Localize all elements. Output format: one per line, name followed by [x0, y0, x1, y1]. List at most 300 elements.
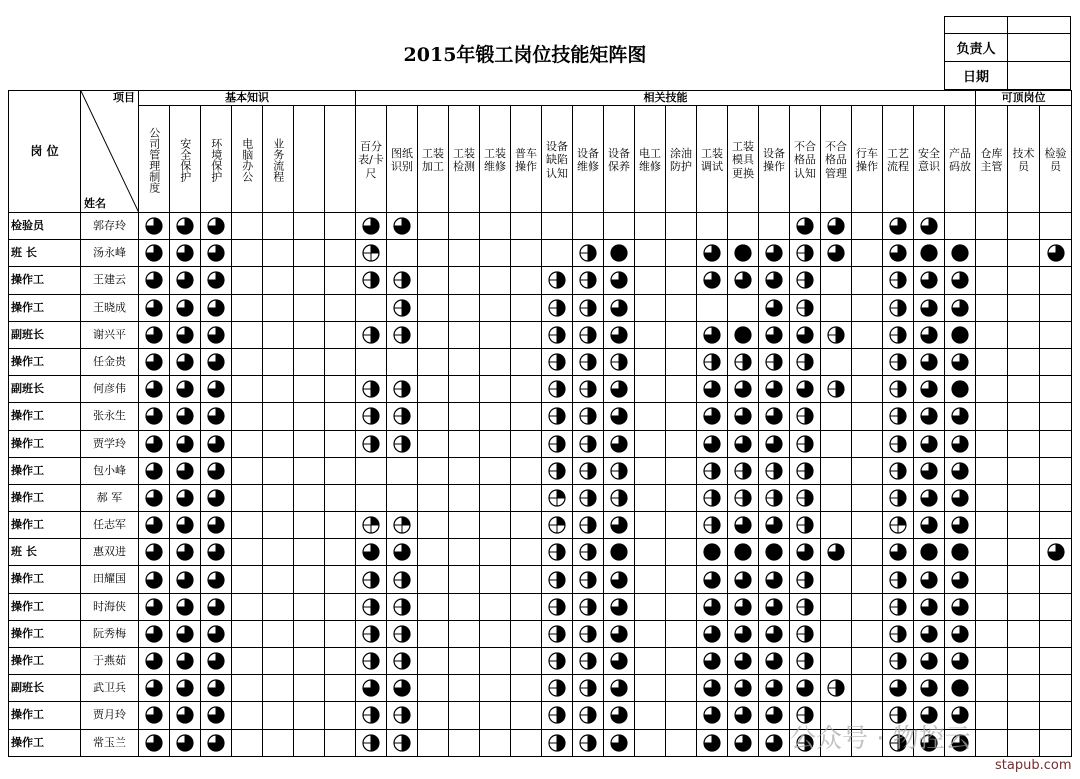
skill-cell	[1040, 593, 1072, 620]
signoff-blank-1	[944, 16, 1008, 34]
owner-label: 负责人	[944, 33, 1008, 62]
skill-cell	[139, 240, 170, 267]
skill-level-icon	[889, 353, 907, 371]
skill-level-icon	[734, 271, 752, 289]
skill-level-icon	[176, 734, 194, 752]
skill-cell	[325, 675, 356, 702]
skill-cell	[666, 213, 697, 240]
skill-level-icon	[579, 244, 597, 262]
skill-cell	[387, 648, 418, 675]
row-name: 田耀国	[81, 566, 139, 593]
skill-cell	[542, 213, 573, 240]
skill-cell	[976, 403, 1008, 430]
skill-level-icon	[207, 353, 225, 371]
skill-level-icon	[889, 679, 907, 697]
skill-cell	[728, 566, 759, 593]
skill-level-icon	[548, 489, 566, 507]
skill-cell	[263, 240, 294, 267]
skill-cell	[852, 403, 883, 430]
skill-cell	[325, 729, 356, 756]
skill-cell	[573, 348, 604, 375]
skill-level-icon	[548, 625, 566, 643]
skill-level-icon	[889, 380, 907, 398]
skill-level-icon	[734, 326, 752, 344]
skill-cell	[232, 457, 263, 484]
skill-level-icon	[362, 652, 380, 670]
skill-level-icon	[207, 435, 225, 453]
row-name: 谢兴平	[81, 321, 139, 348]
skill-cell	[263, 512, 294, 539]
skill-level-icon	[610, 435, 628, 453]
skill-cell	[201, 348, 232, 375]
skill-level-icon	[703, 543, 721, 561]
skill-level-icon	[176, 244, 194, 262]
table-row	[9, 403, 1072, 430]
skill-cell	[759, 430, 790, 457]
skill-level-icon	[176, 652, 194, 670]
skill-cell	[573, 566, 604, 593]
skill-level-icon	[951, 516, 969, 534]
skill-cell	[387, 539, 418, 566]
skill-level-icon	[393, 571, 411, 589]
skill-cell	[976, 566, 1008, 593]
skill-cell	[418, 430, 449, 457]
skill-cell	[914, 648, 945, 675]
skill-cell	[945, 294, 976, 321]
col-related-label: 普车操作	[515, 146, 537, 173]
skill-cell	[604, 729, 635, 756]
col-related-6	[542, 106, 573, 213]
skill-cell	[356, 457, 387, 484]
skill-cell	[139, 376, 170, 403]
skill-cell	[387, 321, 418, 348]
skill-cell	[635, 593, 666, 620]
skill-cell	[511, 294, 542, 321]
skill-level-icon	[176, 217, 194, 235]
skill-level-icon	[1047, 244, 1065, 262]
skill-cell	[1040, 729, 1072, 756]
skill-cell	[294, 729, 325, 756]
skill-cell	[263, 648, 294, 675]
skill-cell	[294, 457, 325, 484]
col-basic-6	[325, 106, 356, 213]
skill-cell	[604, 294, 635, 321]
skill-cell	[728, 512, 759, 539]
skill-cell	[914, 403, 945, 430]
skill-cell	[511, 620, 542, 647]
skill-cell	[294, 648, 325, 675]
skill-cell	[511, 593, 542, 620]
skill-cell	[945, 267, 976, 294]
skill-cell	[480, 376, 511, 403]
skill-cell	[232, 294, 263, 321]
skill-cell	[945, 648, 976, 675]
skill-level-icon	[393, 516, 411, 534]
col-related-18	[914, 106, 945, 213]
skill-cell	[139, 566, 170, 593]
skill-cell	[1040, 267, 1072, 294]
skill-cell	[852, 240, 883, 267]
skill-cell	[759, 348, 790, 375]
skill-level-icon	[145, 326, 163, 344]
skill-level-icon	[579, 271, 597, 289]
skill-cell	[139, 702, 170, 729]
skill-level-icon	[920, 435, 938, 453]
skill-cell	[542, 593, 573, 620]
skill-cell	[573, 702, 604, 729]
skill-cell	[542, 430, 573, 457]
col-related-label: 工装维修	[484, 146, 506, 173]
skill-cell	[356, 376, 387, 403]
skill-level-icon	[920, 353, 938, 371]
skill-cell	[945, 348, 976, 375]
skill-level-icon	[362, 407, 380, 425]
skill-level-icon	[362, 679, 380, 697]
skill-cell	[635, 348, 666, 375]
skill-cell	[945, 430, 976, 457]
skill-cell	[697, 213, 728, 240]
skill-cell	[976, 729, 1008, 756]
skill-cell	[945, 675, 976, 702]
skill-cell	[666, 267, 697, 294]
skill-cell	[728, 267, 759, 294]
date-field[interactable]	[1007, 61, 1071, 90]
skill-cell	[449, 702, 480, 729]
skill-cell	[697, 376, 728, 403]
skill-level-icon	[548, 271, 566, 289]
row-name: 阮秀梅	[81, 620, 139, 647]
skill-cell	[914, 294, 945, 321]
skill-level-icon	[734, 489, 752, 507]
skill-cell	[139, 267, 170, 294]
skill-cell	[387, 593, 418, 620]
skill-level-icon	[796, 679, 814, 697]
skill-cell	[883, 593, 914, 620]
col-related-label: 行车操作	[856, 146, 878, 173]
skill-cell	[697, 484, 728, 511]
skill-cell	[728, 240, 759, 267]
col-basic-1	[170, 106, 201, 213]
skill-level-icon	[145, 435, 163, 453]
skill-level-icon	[145, 299, 163, 317]
col-related-label: 工装检测	[453, 146, 475, 173]
skill-cell	[170, 294, 201, 321]
skill-level-icon	[920, 462, 938, 480]
skill-cell	[790, 566, 821, 593]
skill-cell	[728, 376, 759, 403]
col-basic-label: 环境保护	[209, 138, 223, 182]
skill-cell	[511, 457, 542, 484]
skill-cell	[1040, 240, 1072, 267]
skill-cell	[728, 213, 759, 240]
skill-cell	[945, 484, 976, 511]
col-related-label: 不合格品认知	[794, 140, 816, 180]
row-position: 操作工	[9, 566, 81, 593]
skill-level-icon	[610, 462, 628, 480]
skill-level-icon	[889, 217, 907, 235]
skill-cell	[666, 539, 697, 566]
skill-cell	[480, 267, 511, 294]
skill-cell	[635, 648, 666, 675]
skill-level-icon	[579, 734, 597, 752]
skill-cell	[325, 403, 356, 430]
skill-cell	[759, 512, 790, 539]
skill-cell	[914, 267, 945, 294]
skill-level-icon	[145, 598, 163, 616]
skill-level-icon	[362, 326, 380, 344]
skill-cell	[573, 512, 604, 539]
skill-cell	[449, 675, 480, 702]
col-related-4	[480, 106, 511, 213]
skill-cell	[635, 729, 666, 756]
skill-level-icon	[765, 489, 783, 507]
skill-level-icon	[145, 271, 163, 289]
skill-level-icon	[920, 652, 938, 670]
col-related-label: 涂油防护	[670, 146, 692, 173]
skill-level-icon	[548, 353, 566, 371]
skill-cell	[232, 620, 263, 647]
skill-level-icon	[734, 380, 752, 398]
col-related-19	[945, 106, 976, 213]
skill-level-icon	[362, 625, 380, 643]
skill-level-icon	[796, 217, 814, 235]
skill-cell	[1040, 294, 1072, 321]
skill-cell	[139, 484, 170, 511]
skill-cell	[1008, 648, 1040, 675]
row-name: 汤永峰	[81, 240, 139, 267]
skill-cell	[852, 267, 883, 294]
skill-cell	[449, 484, 480, 511]
col-related-9	[635, 106, 666, 213]
skill-level-icon	[393, 380, 411, 398]
skill-cell	[263, 702, 294, 729]
owner-field[interactable]	[1007, 33, 1071, 62]
skill-cell	[170, 729, 201, 756]
skill-cell	[480, 457, 511, 484]
skill-cell	[635, 566, 666, 593]
skill-cell	[449, 620, 480, 647]
skill-cell	[418, 213, 449, 240]
skill-cell	[542, 294, 573, 321]
skill-cell	[604, 213, 635, 240]
skill-level-icon	[145, 652, 163, 670]
group-backup-positions: 可顶岗位	[976, 91, 1072, 106]
skill-cell	[759, 321, 790, 348]
skill-cell	[883, 348, 914, 375]
skill-level-icon	[548, 435, 566, 453]
skill-cell	[170, 566, 201, 593]
skill-cell	[294, 430, 325, 457]
skill-level-icon	[920, 516, 938, 534]
skill-level-icon	[796, 271, 814, 289]
skill-cell	[294, 484, 325, 511]
skill-level-icon	[176, 625, 194, 643]
skill-cell	[1008, 539, 1040, 566]
skill-level-icon	[765, 706, 783, 724]
table-row	[9, 430, 1072, 457]
skill-cell	[542, 321, 573, 348]
skill-level-icon	[362, 380, 380, 398]
col-related-label: 工艺流程	[887, 146, 909, 173]
skill-cell	[356, 620, 387, 647]
skill-cell	[356, 213, 387, 240]
skill-level-icon	[703, 679, 721, 697]
skill-cell	[511, 729, 542, 756]
skill-level-icon	[393, 543, 411, 561]
skill-level-icon	[393, 679, 411, 697]
skill-cell	[1008, 702, 1040, 729]
skill-cell	[232, 240, 263, 267]
table-row	[9, 348, 1072, 375]
row-name: 任志军	[81, 512, 139, 539]
skill-cell	[666, 294, 697, 321]
skill-cell	[697, 648, 728, 675]
skill-level-icon	[393, 435, 411, 453]
skill-level-icon	[610, 598, 628, 616]
skill-level-icon	[548, 679, 566, 697]
skill-cell	[356, 430, 387, 457]
skill-level-icon	[951, 435, 969, 453]
skill-cell	[232, 729, 263, 756]
page-title: 2015年锻工岗位技能矩阵图	[403, 44, 647, 66]
col-related-label: 设备保养	[608, 146, 630, 173]
skill-cell	[511, 539, 542, 566]
skill-level-icon	[207, 217, 225, 235]
row-position: 班 长	[9, 539, 81, 566]
skill-cell	[790, 213, 821, 240]
skill-level-icon	[362, 435, 380, 453]
skill-level-icon	[207, 516, 225, 534]
skill-level-icon	[765, 435, 783, 453]
skill-level-icon	[579, 625, 597, 643]
skill-level-icon	[703, 652, 721, 670]
row-position: 班 长	[9, 240, 81, 267]
skill-level-icon	[765, 462, 783, 480]
skill-cell	[232, 593, 263, 620]
skill-cell	[666, 403, 697, 430]
skill-cell	[914, 348, 945, 375]
skill-cell	[449, 648, 480, 675]
skill-cell	[976, 484, 1008, 511]
skill-cell	[635, 213, 666, 240]
skill-level-icon	[951, 652, 969, 670]
skill-cell	[480, 348, 511, 375]
skill-cell	[821, 457, 852, 484]
skill-cell	[852, 348, 883, 375]
skill-cell	[294, 539, 325, 566]
skill-level-icon	[889, 598, 907, 616]
skill-cell	[883, 648, 914, 675]
skill-cell	[821, 484, 852, 511]
skill-cell	[883, 321, 914, 348]
skill-cell	[263, 593, 294, 620]
signoff-blank-2	[1007, 16, 1071, 34]
skill-cell	[325, 593, 356, 620]
skill-level-icon	[207, 625, 225, 643]
skill-level-icon	[207, 571, 225, 589]
skill-cell	[1040, 321, 1072, 348]
skill-cell	[604, 675, 635, 702]
skill-cell	[790, 539, 821, 566]
skill-cell	[1008, 376, 1040, 403]
skill-cell	[201, 240, 232, 267]
skill-level-icon	[920, 271, 938, 289]
skill-cell	[511, 403, 542, 430]
skill-level-icon	[176, 571, 194, 589]
skill-cell	[1040, 675, 1072, 702]
skill-cell	[170, 403, 201, 430]
skill-cell	[263, 729, 294, 756]
skill-level-icon	[765, 652, 783, 670]
skill-cell	[1040, 539, 1072, 566]
skill-level-icon	[362, 706, 380, 724]
skill-cell	[728, 484, 759, 511]
skill-cell	[573, 430, 604, 457]
skill-level-icon	[579, 353, 597, 371]
skill-cell	[542, 539, 573, 566]
col-related-label: 不合格品管理	[825, 140, 847, 180]
skill-cell	[573, 403, 604, 430]
col-related-8	[604, 106, 635, 213]
skill-level-icon	[703, 407, 721, 425]
skill-cell	[697, 267, 728, 294]
skill-cell	[728, 702, 759, 729]
skill-cell	[697, 294, 728, 321]
skill-cell	[790, 484, 821, 511]
skill-cell	[201, 321, 232, 348]
skill-cell	[263, 675, 294, 702]
skill-cell	[914, 484, 945, 511]
skill-matrix-table	[8, 90, 1072, 757]
skill-cell	[790, 376, 821, 403]
skill-cell	[697, 675, 728, 702]
skill-cell	[790, 593, 821, 620]
skill-level-icon	[176, 679, 194, 697]
skill-cell	[852, 512, 883, 539]
skill-level-icon	[734, 598, 752, 616]
skill-cell	[604, 484, 635, 511]
skill-level-icon	[207, 462, 225, 480]
skill-cell	[542, 702, 573, 729]
skill-cell	[542, 648, 573, 675]
skill-cell	[201, 430, 232, 457]
skill-cell	[852, 675, 883, 702]
skill-cell	[945, 620, 976, 647]
skill-cell	[976, 702, 1008, 729]
skill-cell	[1008, 484, 1040, 511]
skill-cell	[387, 403, 418, 430]
skill-cell	[325, 267, 356, 294]
skill-level-icon	[951, 462, 969, 480]
skill-cell	[170, 376, 201, 403]
skill-cell	[449, 403, 480, 430]
skill-level-icon	[548, 462, 566, 480]
skill-level-icon	[889, 271, 907, 289]
skill-cell	[232, 675, 263, 702]
skill-level-icon	[610, 571, 628, 589]
skill-cell	[480, 648, 511, 675]
skill-cell	[666, 593, 697, 620]
skill-level-icon	[703, 706, 721, 724]
skill-cell	[821, 430, 852, 457]
skill-cell	[666, 430, 697, 457]
skill-cell	[170, 321, 201, 348]
skill-cell	[294, 267, 325, 294]
skill-cell	[387, 240, 418, 267]
diagonal-line	[81, 91, 139, 213]
skill-level-icon	[579, 679, 597, 697]
skill-cell	[573, 593, 604, 620]
